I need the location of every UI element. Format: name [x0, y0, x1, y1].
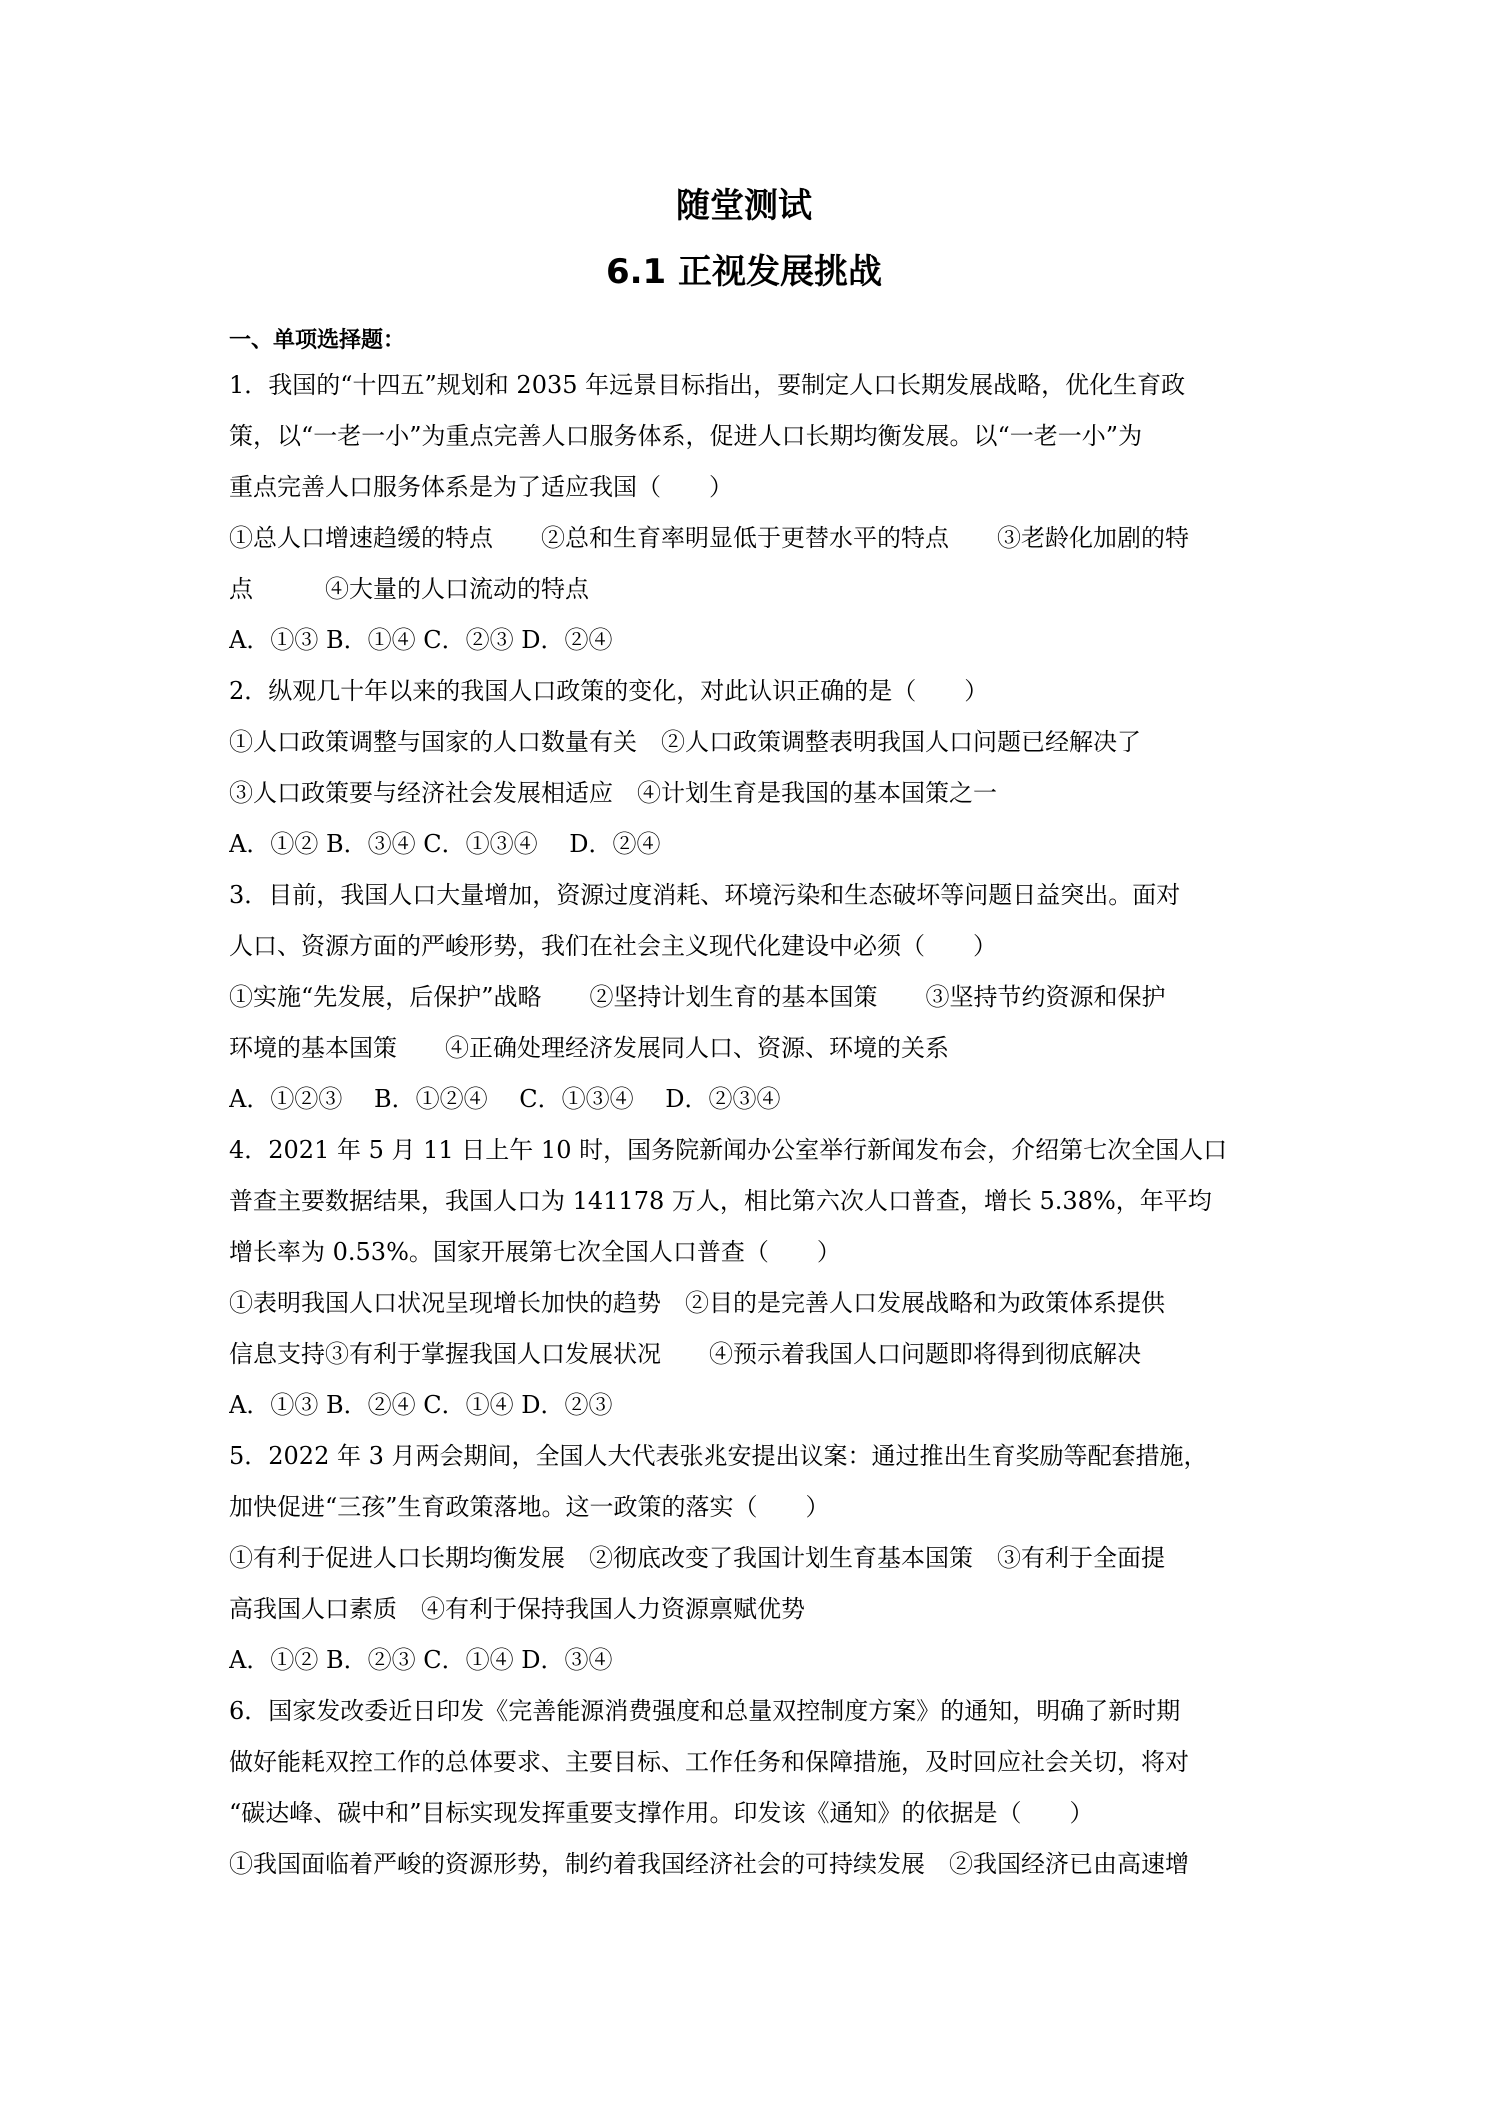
text-line: 做好能耗双控工作的总体要求、主要目标、工作任务和保障措施，及时回应社会关切，将对: [229, 1748, 1189, 1776]
text-line: ①我国面临着严峻的资源形势，制约着我国经济社会的可持续发展 ②我国经济已由高速增: [229, 1850, 1189, 1878]
text-line: 1．我国的“十四五”规划和 2035 年远景目标指出，要制定人口长期发展战略，优化生育政: [229, 371, 1186, 399]
text-line: 高我国人口素质 ④有利于保持我国人力资源禀赋优势: [229, 1595, 805, 1623]
text-line: “碳达峰、碳中和”目标实现发挥重要支撑作用。印发该《通知》的依据是（ ）: [229, 1799, 1094, 1827]
question-body: [229, 360, 1269, 1890]
text-line: 加快促进“三孩”生育政策落地。这一政策的落实（ ）: [229, 1493, 830, 1521]
text-line: 环境的基本国策 ④正确处理经济发展同人口、资源、环境的关系: [229, 1034, 949, 1062]
answer-options: A．①② B．②③ C．①④ D．③④: [229, 1646, 613, 1674]
text-line: 信息支持③有利于掌握我国人口发展状况 ④预示着我国人口问题即将得到彻底解决: [229, 1340, 1141, 1368]
document-subtitle: 6.1 正视发展挑战: [605, 252, 883, 292]
text-line: ①表明我国人口状况呈现增长加快的趋势 ②目的是完善人口发展战略和为政策体系提供: [229, 1289, 1165, 1317]
text-line: 重点完善人口服务体系是为了适应我国（ ）: [229, 473, 733, 501]
text-line: ①人口政策调整与国家的人口数量有关 ②人口政策调整表明我国人口问题已经解决了: [229, 728, 1141, 756]
text-line: 3．目前，我国人口大量增加，资源过度消耗、环境污染和生态破坏等问题日益突出。面对: [229, 881, 1181, 909]
text-line: 普查主要数据结果，我国人口为 141178 万人，相比第六次人口普查，增长 5.38%，年平均: [229, 1187, 1212, 1215]
text-line: ①有利于促进人口长期均衡发展 ②彻底改变了我国计划生育基本国策 ③有利于全面提: [229, 1544, 1165, 1572]
text-line: ①实施“先发展，后保护”战略 ②坚持计划生育的基本国策 ③坚持节约资源和保护: [229, 983, 1166, 1011]
text-line: 点 ④大量的人口流动的特点: [229, 575, 589, 603]
text-line: 人口、资源方面的严峻形势，我们在社会主义现代化建设中必须（ ）: [229, 932, 997, 960]
document-title: 随堂测试: [676, 186, 812, 226]
answer-options: A．①③ B．①④ C．②③ D．②④: [229, 626, 613, 654]
text-line: 6．国家发改委近日印发《完善能源消费强度和总量双控制度方案》的通知，明确了新时期: [229, 1697, 1181, 1725]
text-line: 5．2022 年 3 月两会期间，全国人大代表张兆安提出议案：通过推出生育奖励等配套措施，: [229, 1442, 1208, 1470]
section-heading: 一、单项选择题：: [229, 328, 406, 353]
text-line: 策，以“一老一小”为重点完善人口服务体系，促进人口长期均衡发展。以“一老一小”为: [229, 422, 1143, 450]
text-line: 4．2021 年 5 月 11 日上午 10 时，国务院新闻办公室举行新闻发布会，介绍第七次全国人口: [229, 1136, 1228, 1164]
answer-options: A．①②③ B．①②④ C．①③④ D．②③④: [229, 1085, 781, 1113]
text-line: 增长率为 0.53%。国家开展第七次全国人口普查（ ）: [229, 1238, 841, 1266]
text-line: ①总人口增速趋缓的特点 ②总和生育率明显低于更替水平的特点 ③老龄化加剧的特: [229, 524, 1189, 552]
answer-options: A．①② B．③④ C．①③④ D．②④: [229, 830, 661, 858]
text-line: ③人口政策要与经济社会发展相适应 ④计划生育是我国的基本国策之一: [229, 779, 997, 807]
text-line: 2．纵观几十年以来的我国人口政策的变化，对此认识正确的是（ ）: [229, 677, 989, 705]
answer-options: A．①③ B．②④ C．①④ D．②③: [229, 1391, 613, 1419]
